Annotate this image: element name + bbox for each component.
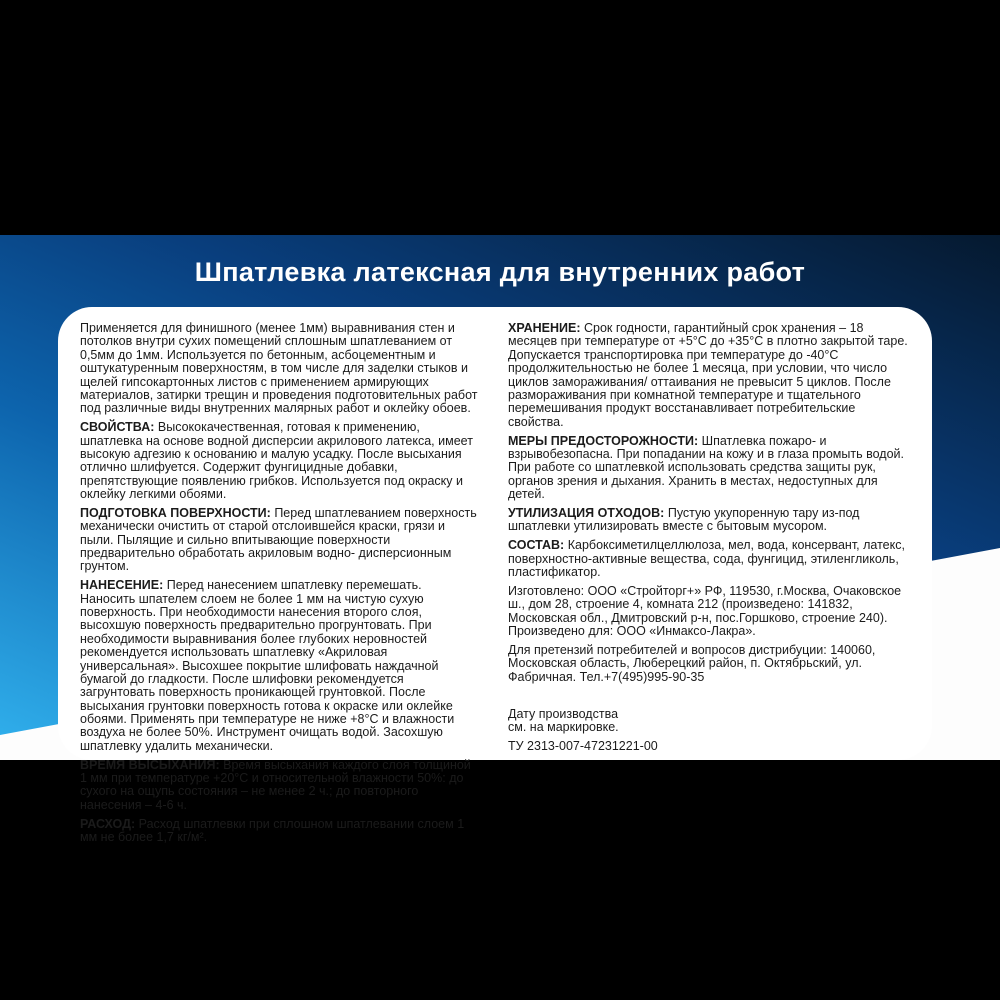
section-text: Время высыхания каждого слоя толщиной 1 мм при температуре +20°С и относительной влажности 50%: до сухого на ощупь состояния – не менее 2 ч.; до повторного нанесения – 4-6 ч. — [80, 757, 471, 812]
section-label: РАСХОД: — [80, 816, 136, 831]
section-surface-preparation — [80, 507, 480, 574]
section-label: ХРАНЕНИЕ: — [508, 321, 581, 335]
section-label: УТИЛИЗАЦИЯ ОТХОДОВ: — [508, 505, 665, 520]
section-text: Перед нанесением шпатлевку перемешать. Наносить шпателем слоем не более 1 мм на чистую сухую поверхность. При необходимости нанесения второго слоя, высохшую поверхность предварительно прогрунтовать. При необходимости выравнивания более глубоких неровностей рекомендуется использовать шпатлевку «Акриловая универсальная». Высохшее покрытие шлифовать наждачной бумагой до гладкости. После шлифовки рекомендуется загрунтовать поверхность проникающей грунтовкой. После высыхания грунтовки поверхность готова к окраске или оклейке обоями. Применять при температуре не ниже +8°С и влажности воздуха не более 50%. Инструмент очищать водой. Засохшую шпатлевку удалить механически. — [80, 578, 455, 753]
section-tu-number — [508, 740, 908, 753]
right-column — [508, 322, 908, 760]
section-intro — [80, 322, 480, 416]
section-label: ВРЕМЯ ВЫСЫХАНИЯ: — [80, 757, 220, 772]
black-band-top — [0, 0, 1000, 235]
info-card — [58, 307, 932, 844]
section-text: Перед шпатлеванием поверхность механически очистить от старой отслоившейся краски, грязи и пыли. Пылящие и сильно впитывающие поверхности предварительно обработать акриловым водно- дисперсионным грунтом. — [80, 505, 477, 574]
section-text: Шпатлевка пожаро- и взрывобезопасна. При попадании на кожу и в глаза промыть водой. При работе со шпатлевкой использовать средства защиты рук, органов зрения и дыхания. Хранить в местах, недоступных для детей. — [508, 433, 904, 501]
section-storage — [508, 322, 908, 429]
section-label: ПОДГОТОВКА ПОВЕРХНОСТИ: — [80, 505, 271, 520]
section-properties — [80, 421, 480, 501]
section-claims-contact — [508, 644, 908, 684]
section-text: Изготовлено: ООО «Стройторг+» РФ, 119530, г.Москва, Очаковское ш., дом 28, строение 4, комната 212 (произведено: 141832, Московская обл., Дмитровский р-н, пос.Горшково, строение 240). Произведено для: ООО «Инмаксо-Лакра». — [508, 583, 902, 638]
section-text: Карбоксиметилцеллюлоза, мел, вода, консервант, латекс, поверхностно-активные вещества, сода, фунгицид, этиленгликоль, пластификатор. — [508, 538, 905, 579]
section-text: Применяется для финишного (менее 1мм) выравнивания стен и потолков внутри сухих помещений сплошным шпатлеванием от 0,5мм до 1мм. Используется по бетонным, асбоцементным и оштукатуренным поверхностям, в том числе для заделки стыков и щелей гипсокартонных листов с применением армирующих материалов, затирки трещин и проведения подготовительных работ под различные виды внутренних малярных работ и оклейку обоев. — [80, 321, 478, 416]
section-consumption — [80, 818, 480, 845]
section-text: Для претензий потребителей и вопросов дистрибуции: 140060, Московская область, Люберецкий район, п. Октябрьский, ул. Фабричная. Тел.+7(495)995-90-35 — [508, 642, 876, 684]
section-text: Пустую укупоренную тару из-под шпатлевки утилизировать вместе с бытовым мусором. — [508, 505, 860, 534]
section-label: СВОЙСТВА: — [80, 420, 155, 435]
section-application — [80, 579, 480, 753]
section-production-date — [508, 708, 908, 735]
section-label: МЕРЫ ПРЕДОСТОРОЖНОСТИ: — [508, 433, 699, 448]
section-text: Срок годности, гарантийный срок хранения – 18 месяцев при температуре от +5°С до +35°С в плотно закрытой таре. Допускается транспортировка при температуре до -40°С продолжительностью не более 1 месяца, при условии, что число циклов замораживания/ оттаивания не превысит 5 циклов. После размораживания при комнатной температуре и тщательного перемешивания продукт восстанавливает потребительские свойства. — [508, 321, 908, 429]
section-text: Дату производства см. на маркировке. — [508, 706, 619, 735]
section-label: НАНЕСЕНИЕ: — [80, 578, 164, 593]
left-column — [80, 321, 480, 844]
section-text: Высококачественная, готовая к применению, шпатлевка на основе водной дисперсии акрилового латекса, имеет высокую адгезию к основанию и малую усадку. После высыхания отлично шлифуется. Содержит фунгицидные добавки, препятствующие появлению грибков. Используется под окраску и оклейку легкими обоями. — [80, 420, 473, 501]
section-waste-disposal — [508, 507, 908, 534]
section-composition — [508, 539, 908, 579]
section-manufacturer — [508, 585, 908, 639]
section-text: ТУ 2313-007-47231221-00 — [508, 739, 658, 754]
section-label: СОСТАВ: — [508, 538, 565, 553]
section-text: Расход шпатлевки при сплошном шпатлевании слоем 1 мм не более 1,7 кг/м². — [80, 816, 465, 844]
product-title: Шпатлевка латексная для внутренних работ — [194, 257, 806, 287]
section-precautions — [508, 435, 908, 502]
section-drying-time — [80, 759, 480, 813]
